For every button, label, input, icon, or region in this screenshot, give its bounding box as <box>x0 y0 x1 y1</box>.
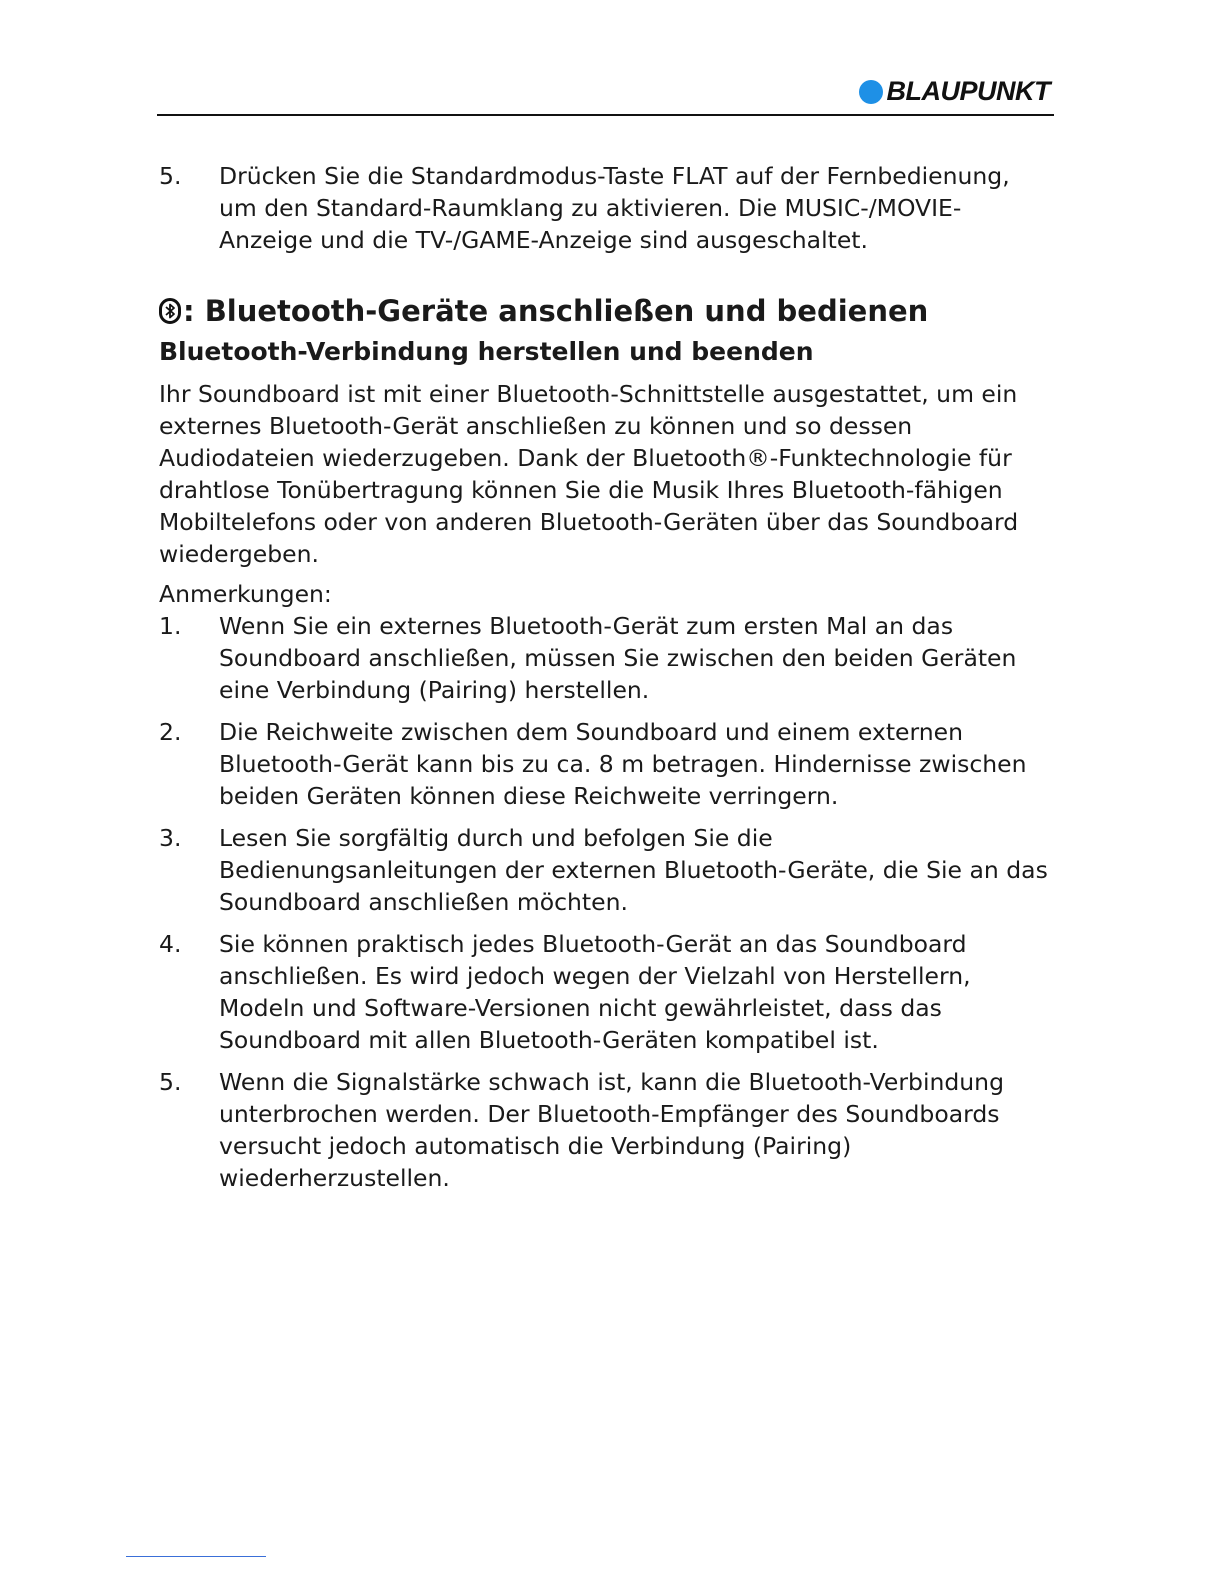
page-content <box>159 160 1049 1204</box>
list-item-text: Die Reichweite zwischen dem Soundboard und einem externen Bluetooth-Gerät kann bis zu ca. 8 m betragen. Hindernisse zwischen beiden Geräten können diese Reichweite verringern. <box>219 718 1027 810</box>
list-item-number: 2. <box>159 718 182 746</box>
notes-list <box>159 610 1049 1194</box>
step-number: 5. <box>159 162 182 190</box>
footer-link-line <box>126 1556 266 1557</box>
list-item-number: 4. <box>159 930 182 958</box>
list-item <box>159 716 1049 812</box>
brand-logo <box>859 76 1051 107</box>
list-item-text: Wenn die Signalstärke schwach ist, kann die Bluetooth-Verbindung unterbrochen werden. Der Bluetooth-Empfänger des Soundboards versucht jedoch automatisch die Verbindung (Pairing) wiederherzustellen. <box>219 1068 1004 1192</box>
list-item-text: Sie können praktisch jedes Bluetooth-Gerät an das Soundboard anschließen. Es wird jedoch wegen der Vielzahl von Herstellern, Modeln und Software-Versionen nicht gewährleistet, dass das Soundboard mit allen Bluetooth-Geräten kompatibel ist. <box>219 930 971 1054</box>
list-item-number: 5. <box>159 1068 182 1096</box>
list-item-number: 3. <box>159 824 182 852</box>
list-item-text: Wenn Sie ein externes Bluetooth-Gerät zum ersten Mal an das Soundboard anschließen, müssen Sie zwischen den beiden Geräten eine Verbindung (Pairing) herstellen. <box>219 612 1017 704</box>
list-item <box>159 610 1049 706</box>
header-divider <box>157 114 1054 116</box>
list-item <box>159 822 1049 918</box>
list-item <box>159 1066 1049 1194</box>
brand-name: BLAUPUNKT <box>886 76 1050 106</box>
logo-dot-icon <box>859 80 883 104</box>
section-subtitle: Bluetooth-Verbindung herstellen und beenden <box>159 337 814 366</box>
notes-label: Anmerkungen: <box>159 580 332 608</box>
step-item <box>159 160 1049 256</box>
list-item-number: 1. <box>159 612 182 640</box>
step-text: Drücken Sie die Standardmodus-Taste FLAT auf der Fernbedienung, um den Standard-Raumklang zu aktivieren. Die MUSIC-/MOVIE-Anzeige und die TV-/GAME-Anzeige sind ausgeschaltet. <box>219 162 1010 254</box>
bluetooth-icon <box>159 298 181 324</box>
list-item <box>159 928 1049 1056</box>
section-title-text: : Bluetooth-Geräte anschließen und bedienen <box>183 294 929 328</box>
page-header <box>157 70 1054 116</box>
section-title <box>159 292 1049 330</box>
list-item-text: Lesen Sie sorgfältig durch und befolgen Sie die Bedienungsanleitungen der externen Bluetooth-Geräte, die Sie an das Soundboard anschließen möchten. <box>219 824 1048 916</box>
intro-paragraph: Ihr Soundboard ist mit einer Bluetooth-Schnittstelle ausgestattet, um ein externes Bluetooth-Gerät anschließen zu können und so dessen Audiodateien wiederzugeben. Dank der Bluetooth®-Funktechnologie für drahtlose Tonübertragung können Sie die Musik Ihres Bluetooth-fähigen Mobiltelefons oder von anderen Bluetooth-Geräten über das Soundboard wiedergeben. <box>159 380 1019 568</box>
